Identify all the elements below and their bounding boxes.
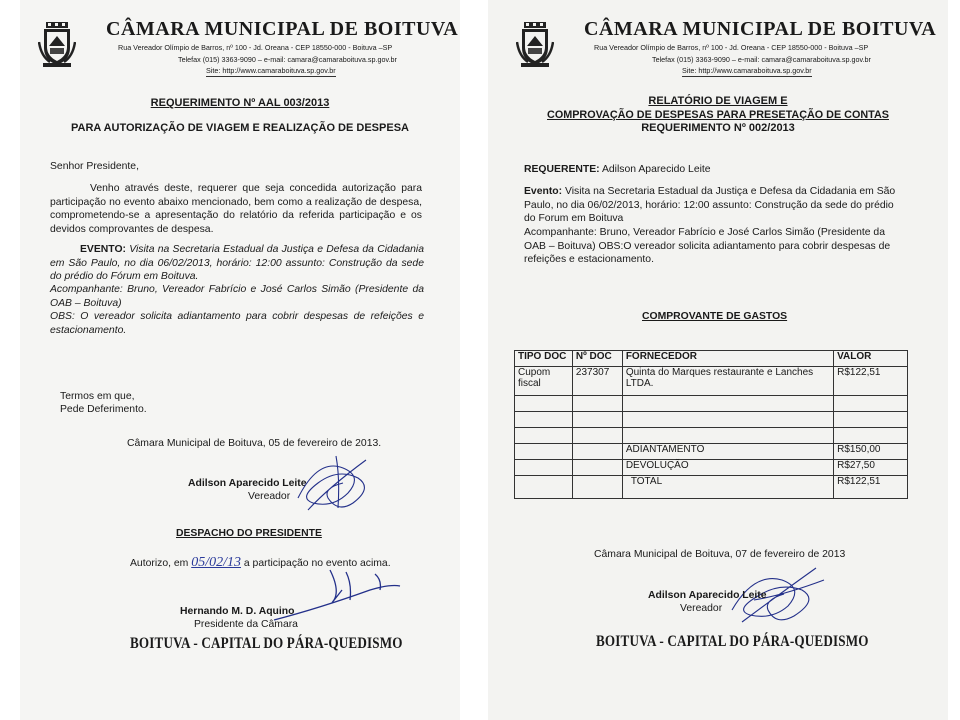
president-role: Presidente da Câmara	[194, 619, 298, 630]
municipal-crest-icon	[38, 22, 76, 68]
header-address: Rua Vereador Olímpio de Barros, nº 100 - Jd. Oreana - CEP 18550-000 - Boituva –SP	[594, 43, 869, 52]
municipal-crest-icon	[516, 22, 554, 68]
doc-number: REQUERIMENTO Nº AAL 003/2013	[150, 97, 330, 109]
devolucao-label: DEVOLUÇÃO	[622, 460, 833, 476]
evento-paragraph	[524, 185, 902, 226]
salutation: Senhor Presidente,	[50, 161, 139, 172]
header-valor: VALOR	[834, 351, 908, 367]
adiantamento-value: R$150,00	[834, 444, 908, 460]
cell-tipo-doc: Cupom fiscal	[515, 367, 573, 396]
obs-text: OBS: O vereador solicita adiantamento para cobrir despesas de refeições e estacionamento.	[50, 311, 424, 336]
cell-n-doc: 237307	[572, 367, 622, 396]
table-header-row	[515, 351, 908, 367]
report-title-2: COMPROVAÇÃO DE DESPESAS PARA PRESETAÇÃO DE CONTAS	[547, 109, 889, 121]
header-tipo-doc: TIPO DOC	[515, 351, 573, 367]
header-fornecedor: FORNECEDOR	[622, 351, 833, 367]
signer-role: Vereador	[248, 491, 291, 502]
evento-text: Visita na Secretaria Estadual da Justiça e Defesa da Cidadania em São Paulo, no dia 06/02/2013, horário: 12:00 assunto: Construção da sede do prédio do Fórum em Boituva.	[50, 244, 424, 282]
right-document-page	[488, 0, 948, 720]
doc-subject: PARA AUTORIZAÇÃO DE VIAGEM E REALIZAÇÃO DE DESPESA	[71, 122, 409, 134]
total-label: TOTAL	[622, 476, 833, 499]
intro-paragraph: Venho através deste, requerer que seja concedida autorização para participação no evento abaixo mencionado, bem como a realização de despesa, comprometendo-se a apresentação do relatório da referida participação e os devidos comprovantes de despesa.	[50, 183, 422, 235]
signer-role: Vereador	[680, 603, 723, 614]
autorizo-pre: Autorizo, em	[130, 558, 189, 569]
acompanhante-text: Acompanhante: Bruno, Vereador Fabrício e José Carlos Simão (Presidente da OAB – Boituva)	[50, 284, 424, 309]
devolucao-value: R$27,50	[834, 460, 908, 476]
header-site: Site: http://www.camaraboituva.sp.gov.br	[206, 66, 336, 75]
table-row	[515, 428, 908, 444]
header-contact: Telefax (015) 3363-9090 – e-mail: camara@camaraboituva.sp.gov.br	[178, 55, 397, 64]
total-value: R$122,51	[834, 476, 908, 499]
cell-fornecedor: Quinta do Marques restaurante e Lanches LTDA.	[622, 367, 833, 396]
date-line: Câmara Municipal de Boituva, 07 de fevereiro de 2013	[594, 549, 846, 560]
evento-text: Visita na Secretaria Estadual da Justiça e Defesa da Cidadania em São Paulo, no dia 06/02/2013, horário: 12:00 assunto: Construção da sede do prédio do Forum em Boituva	[524, 186, 896, 224]
report-title-1: RELATÓRIO DE VIAGEM E	[648, 95, 788, 107]
table-row	[515, 476, 908, 499]
motto: BOITUVA - CAPITAL DO PÁRA-QUEDISMO	[596, 633, 869, 650]
requerente-name: Adilson Aparecido Leite	[601, 164, 711, 175]
header-title: CÂMARA MUNICIPAL DE BOITUVA	[584, 18, 937, 40]
signer-name: Adilson Aparecido Leite	[648, 590, 767, 601]
table-row	[515, 460, 908, 476]
table-row	[515, 367, 908, 396]
cell-valor: R$122,51	[834, 367, 908, 396]
signer-name: Adilson Aparecido Leite	[188, 478, 307, 489]
closing-line-1: Termos em que,	[60, 391, 135, 402]
report-title-3: REQUERIMENTO Nº 002/2013	[641, 122, 795, 134]
header-address: Rua Vereador Olímpio de Barros, nº 100 - Jd. Oreana - CEP 18550-000 - Boituva –SP	[118, 43, 393, 52]
date-line: Câmara Municipal de Boituva, 05 de fevereiro de 2013.	[127, 438, 382, 449]
requerente-line	[524, 163, 711, 177]
header-title: CÂMARA MUNICIPAL DE BOITUVA	[106, 18, 459, 40]
closing-line-2: Pede Deferimento.	[60, 404, 147, 415]
header-contact: Telefax (015) 3363-9090 – e-mail: camara@camaraboituva.sp.gov.br	[652, 55, 871, 64]
expenses-table	[514, 350, 908, 499]
left-document-page	[20, 0, 460, 720]
table-row	[515, 444, 908, 460]
evento-label: Evento:	[524, 186, 563, 197]
despacho-title: DESPACHO DO PRESIDENTE	[176, 528, 322, 539]
table-row	[515, 412, 908, 428]
autorizo-post: a participação no evento acima.	[243, 558, 391, 569]
president-name: Hernando M. D. Aquino	[180, 606, 295, 617]
evento-label: EVENTO:	[80, 244, 126, 255]
comprovante-title: COMPROVANTE DE GASTOS	[642, 311, 788, 322]
signature-icon	[288, 448, 378, 518]
adiantamento-label: ADIANTAMENTO	[622, 444, 833, 460]
motto: BOITUVA - CAPITAL DO PÁRA-QUEDISMO	[130, 635, 403, 652]
requerente-label: REQUERENTE:	[524, 164, 600, 175]
header-site: Site: http://www.camaraboituva.sp.gov.br	[682, 66, 812, 75]
autorizo-date: 05/02/13	[191, 555, 241, 570]
acompanhante-text: Acompanhante: Bruno, Vereador Fabrício e José Carlos Simão (Presidente da OAB – Boituva) OBS:O vereador solicita adiantamento para cobrir despesas de refeições e estacionamento.	[524, 227, 891, 265]
table-row	[515, 396, 908, 412]
evento-paragraph	[50, 243, 424, 284]
header-n-doc: Nº DOC	[572, 351, 622, 367]
